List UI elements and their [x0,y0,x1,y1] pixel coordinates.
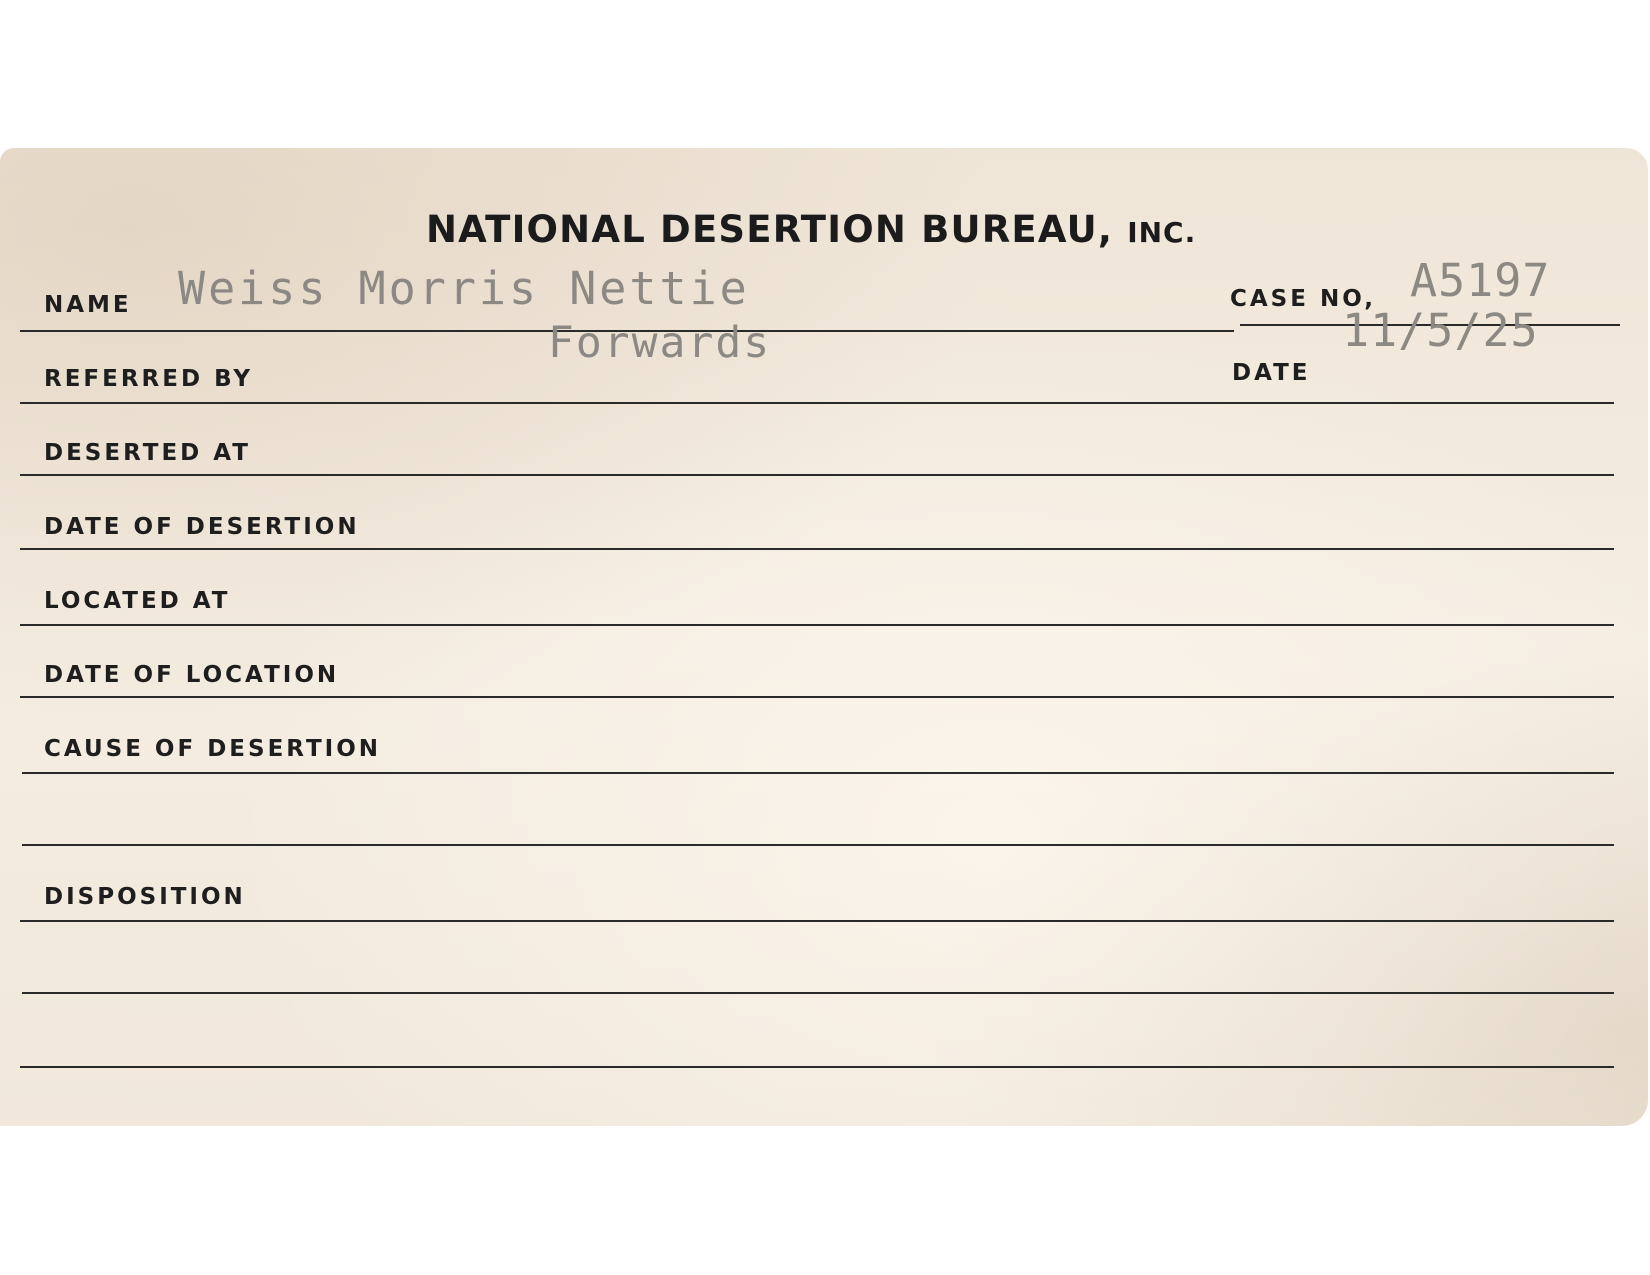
referred-by-entry: Forwards [548,318,772,368]
referred-by-label: REFERRED BY [44,366,254,392]
disposition-line-3 [20,1066,1614,1068]
card-title [426,208,1196,251]
date-label: DATE [1232,360,1311,386]
blank-line [22,844,1614,846]
date-of-location-label: DATE OF LOCATION [44,662,340,688]
case-no-label: CASE NO, [1230,286,1376,312]
cause-of-desertion-line [22,772,1614,774]
card-title-main: NATIONAL DESERTION BUREAU, [426,208,1114,251]
disposition-label: DISPOSITION [44,884,246,910]
deserted-at-line [20,474,1614,476]
date-entry: 11/5/25 [1342,304,1539,357]
card-title-suffix: INC. [1127,216,1197,249]
date-of-desertion-line [20,548,1614,550]
date-of-location-line [20,696,1614,698]
case-no-entry: A5197 [1410,254,1551,307]
deserted-at-label: DESERTED AT [44,440,251,466]
referred-by-line [20,402,1614,404]
cause-of-desertion-label: CAUSE OF DESERTION [44,736,382,762]
name-label: NAME [44,292,132,318]
located-at-label: LOCATED AT [44,588,231,614]
name-entry: Weiss Morris Nettie [178,262,750,315]
date-of-desertion-label: DATE OF DESERTION [44,514,360,540]
disposition-line-2 [22,992,1614,994]
disposition-line [20,920,1614,922]
located-at-line [20,624,1614,626]
